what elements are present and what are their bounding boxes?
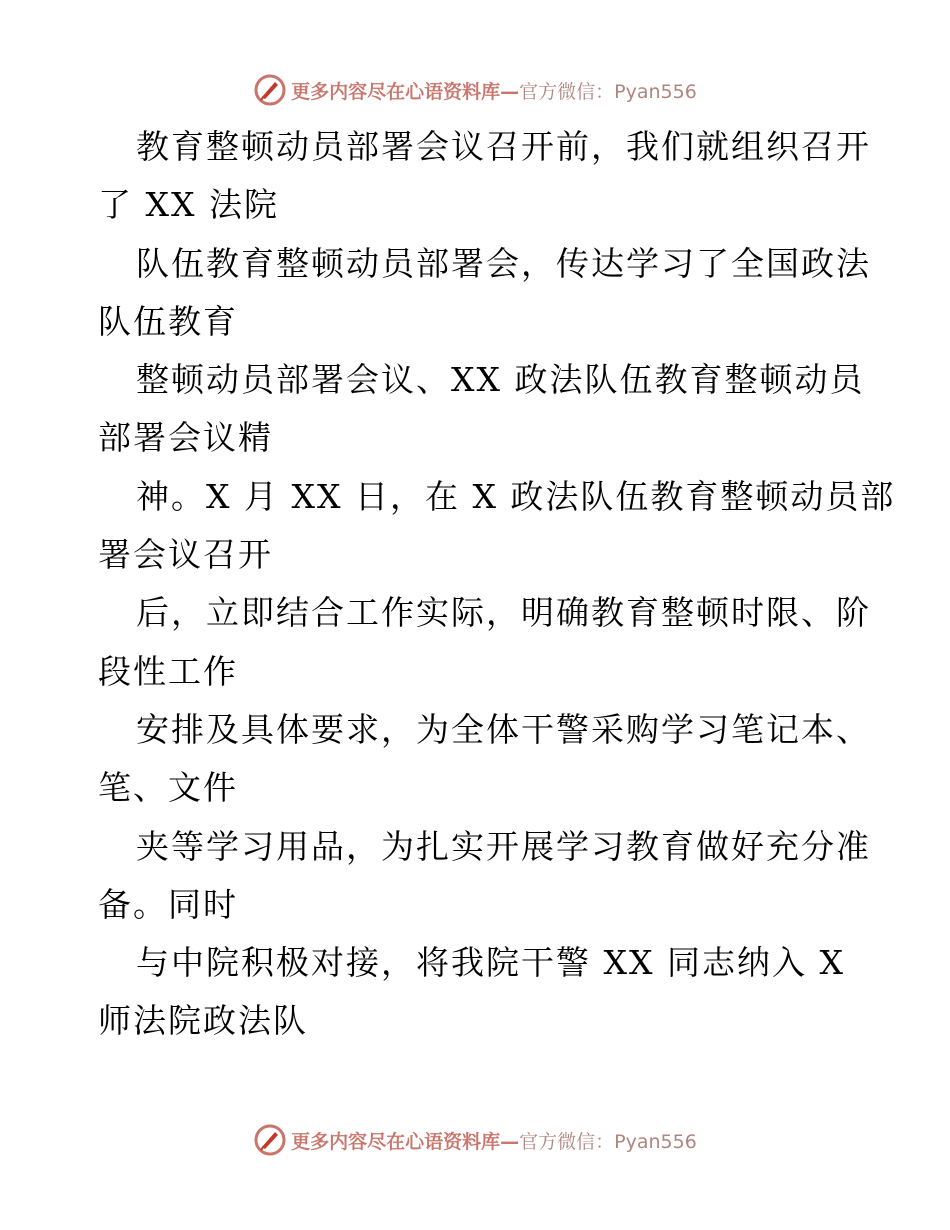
text-line: 神。X 月 XX 日，在 X 政法队伍教育整顿动员部 — [136, 476, 896, 516]
watermark-text: 更多内容尽在心语资料库—官方微信：Pyan556 — [291, 1130, 697, 1153]
text-line: 师法院政法队 — [98, 1001, 308, 1041]
quill-logo-icon — [253, 1123, 287, 1157]
text-line: 笔、文件 — [98, 768, 238, 808]
text-line: 后，立即结合工作实际，明确教育整顿时限、阶 — [136, 593, 871, 633]
text-line: 署会议召开 — [98, 535, 273, 575]
text-line: 部署会议精 — [98, 418, 273, 458]
text-line: 教育整顿动员部署会议召开前，我们就组织召开 — [136, 127, 871, 166]
quill-logo-icon — [253, 73, 287, 107]
text-line: 段性工作 — [98, 651, 238, 691]
text-line: 了 XX 法院 — [98, 185, 279, 225]
text-line: 夹等学习用品，为扎实开展学习教育做好充分准 — [136, 826, 871, 866]
watermark-banner-bottom — [0, 1120, 950, 1160]
watermark-text: 更多内容尽在心语资料库—官方微信：Pyan556 — [291, 80, 697, 103]
text-line: 队伍教育 — [98, 301, 238, 341]
text-line: 整顿动员部署会议、XX 政法队伍教育整顿动员 — [136, 360, 865, 400]
text-line: 备。同时 — [98, 884, 238, 924]
text-line: 与中院积极对接，将我院干警 XX 同志纳入 X — [136, 943, 845, 983]
text-line: 队伍教育整顿动员部署会，传达学习了全国政法 — [136, 243, 871, 283]
text-line: 安排及具体要求，为全体干警采购学习笔记本、 — [136, 709, 871, 749]
watermark-banner-top — [0, 70, 950, 110]
document-body — [98, 118, 896, 1051]
